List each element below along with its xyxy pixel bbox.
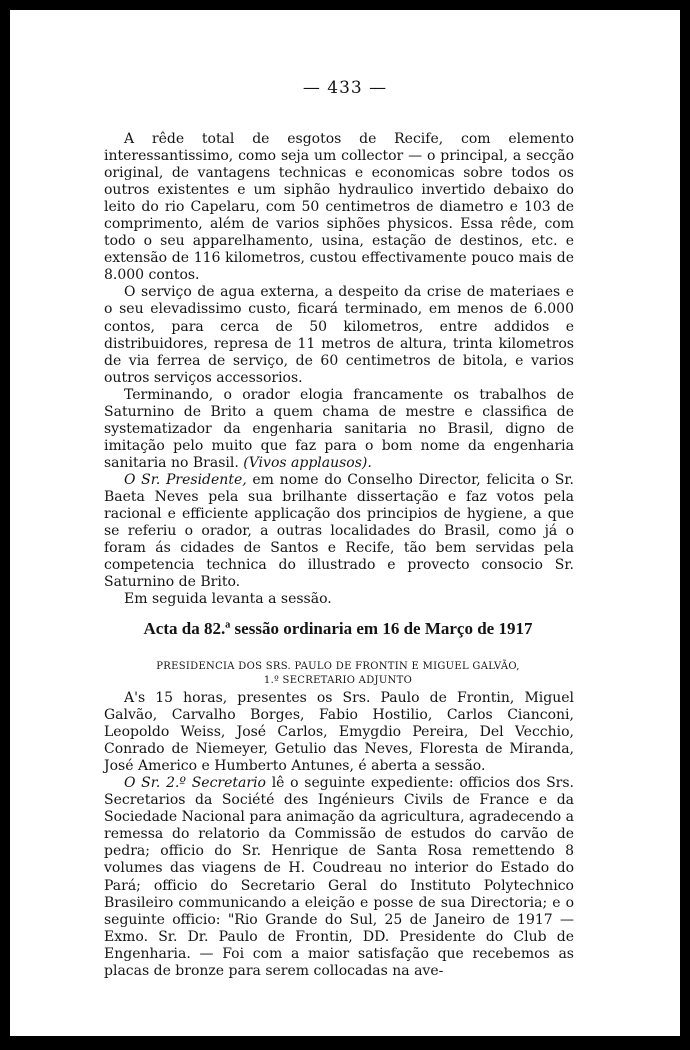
minutes-body-block xyxy=(104,690,574,980)
paragraph-attendance: A's 15 horas, presentes os Srs. Paulo de Frontin, Miguel Galvão, Carvalho Borges, Fabio Hostilio, Carlos Cianconi, Leopoldo Weiss, José Carlos, Emygdio Pereira, Del Vecchio, Conrado de Niemeyer, Getulio das Neves, Floresta de Miranda, José Americo e Humberto Antunes, é aberta a sessão. xyxy=(104,690,574,775)
correspondence-text: lê o seguinte expediente: officios dos Srs. Secretarios da Société des Ingénieurs Civils de France e da Sociedade Nacional para animação da agricultura, agradecendo a remessa do relatorio da Commissão de estudos do carvão de pedra; officio do Sr. Henrique de Santa Rosa remettendo 8 volumes das viagens de H. Coudreau no interior do Estado do Pará; officio do Secretario Geral do Instituto Polytechnico Brasileiro communicando a eleição e posse de sua Directoria; e o seguinte officio: "Rio Grande do Sul, 25 de Janeiro de 1917 — Exmo. Sr. Dr. Paulo de Frontin, DD. Presidente do Club de Engenharia. — Foi com a maior satisfação que recebemos as placas de bronze para serem collocadas na ave- xyxy=(104,775,574,979)
president-speaker-label: O Sr. Presidente, xyxy=(124,471,247,488)
paragraph-orator-praise xyxy=(104,387,574,472)
speech-summary-block xyxy=(104,131,574,608)
praise-text: Terminando, o orador elogia francamente os trabalhos de Saturnino de Brito a quem chama de mestre e classifica de systematizador da engenharia sanitaria no Brasil, digno de imitação pelo muito que faz para o bom nome da engenharia sanitaria no Brasil. xyxy=(104,386,574,471)
paragraph-president-remarks xyxy=(104,472,574,591)
page-number: — 433 — xyxy=(302,78,388,98)
paragraph-recife-sewers: A rêde total de esgotos de Recife, com elemento interessantissimo, como seja um collector — o principal, a secção original, de vantagens technicas e economicas sobre todos os outros existentes e um siphão hydraulico invertido debaixo do leito do rio Capelaru, com 50 centimetros de diametro e 103 de comprimento, além de varios siphões physicos. Essa rêde, com todo o seu apparelhamento, usina, estação de destinos, etc. e extensão de 116 kilometros, custou effectivamente pouco mais de 8.000 contos. xyxy=(104,131,574,284)
president-remarks-text: em nome do Conselho Director, felicita o Sr. Baeta Neves pela sua brilhante dissertação e faz votos pela racional e efficiente applicação dos principios de hygiene, a que se referiu o orador, a outras localidades do Brasil, como já o foram ás cidades de Santos e Recife, tão bem servidas pela competencia technica do illustrado e provecto consocio Sr. Saturnino de Brito. xyxy=(104,471,574,591)
secretary-speaker-label: O Sr. 2.º Secretario xyxy=(124,775,266,792)
paragraph-water-service: O serviço de agua externa, a despeito da crise de materiaes e o seu elevadissimo custo, ficará terminado, em menos de 6.000 contos, para cerca de 50 kilometros, entre addidos e distribuidores, represa de 11 metros de altura, trinta kilometros de via ferrea de serviço, de 60 centimetros de bitola, e varios outros serviços accessorios. xyxy=(104,284,574,386)
applause-note: (Vivos applausos). xyxy=(243,454,372,471)
document-page xyxy=(10,10,680,1036)
paragraph-session-closed: Em seguida levanta a sessão. xyxy=(124,591,332,608)
paragraph-correspondence xyxy=(104,775,574,980)
secretary-line: 1.º SECRETARIO ADJUNTO xyxy=(263,675,413,686)
minutes-heading: Acta da 82.ª sessão ordinaria em 16 de Março de 1917 xyxy=(143,619,533,638)
presidency-line: PRESIDENCIA DOS SRS. PAULO DE FRONTIN E MIGUEL GALVÃO, xyxy=(156,661,520,672)
